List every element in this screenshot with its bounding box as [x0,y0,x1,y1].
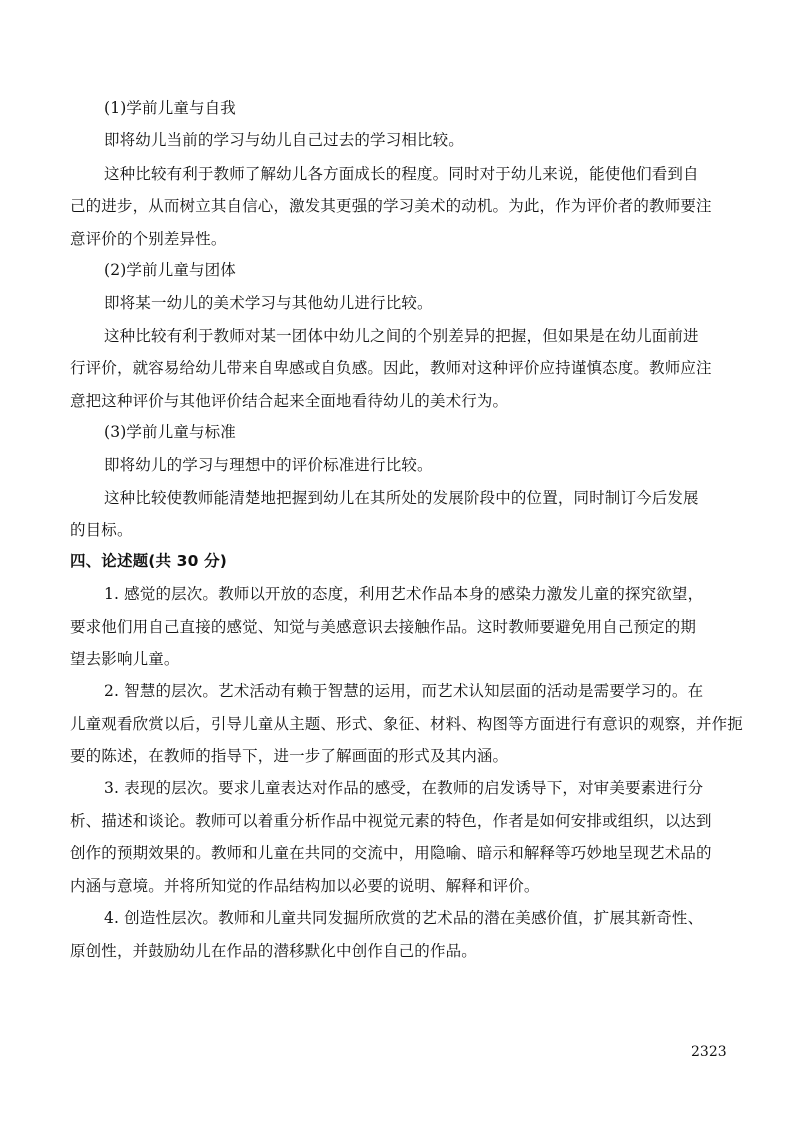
paragraph-line: 即将某一幼儿的美术学习与其他幼儿进行比较。 [104,294,433,312]
paragraph-line: 即将幼儿当前的学习与幼儿自己过去的学习相比较。 [104,131,464,149]
page-number: 2323 [691,1044,727,1060]
subheading-standard: (3)学前儿童与标准 [104,423,236,441]
paragraph-line: 这种比较有利于教师对某一团体中幼儿之间的个别差异的把握，但如果是在幼儿面前进 [104,327,699,345]
paragraph-line: 要求他们用自己直接的感觉、知觉与美感意识去接触作品。这时教师要避免用自己预定的期 [70,618,697,636]
paragraph-line: 这种比较使教师能清楚地把握到幼儿在其所处的发展阶段中的位置，同时制订今后发展 [104,489,699,507]
paragraph-line: 1. 感觉的层次。教师以开放的态度，利用艺术作品本身的感染力激发儿童的探究欲望， [104,585,704,603]
paragraph-line: 内涵与意境。并将所知觉的作品结构加以必要的说明、解释和评价。 [70,877,540,895]
paragraph-line: 4. 创造性层次。教师和儿童共同发掘所欣赏的艺术品的潜在美感价值，扩展其新奇性、 [104,909,704,927]
paragraph-line: 这种比较有利于教师了解幼儿各方面成长的程度。同时对于幼儿来说，能使他们看到自 [104,165,699,183]
paragraph-line: 儿童观看欣赏以后，引导儿童从主题、形式、象征、材料、构图等方面进行有意识的观察，并作扼 [70,715,743,733]
paragraph-line: 创作的预期效果的。教师和儿童在共同的交流中，用隐喻、暗示和解释等巧妙地呈现艺术品的 [70,844,712,862]
subheading-self: (1)学前儿童与自我 [104,99,236,117]
paragraph-line: 的目标。 [70,521,133,539]
paragraph-line: 意把这种评价与其他评价结合起来全面地看待幼儿的美术行为。 [70,392,509,410]
paragraph-line: 要的陈述，在教师的指导下，进一步了解画面的形式及其内涵。 [70,747,509,765]
subheading-group: (2)学前儿童与团体 [104,261,236,279]
section-heading: 四、论述题(共 30 分) [70,552,227,570]
paragraph-line: 2. 智慧的层次。艺术活动有赖于智慧的运用，而艺术认知层面的活动是需要学习的。在 [104,682,704,700]
paragraph-line: 析、描述和谈论。教师可以着重分析作品中视觉元素的特色，作者是如何安排或组织，以达到 [70,812,712,830]
paragraph-line: 行评价，就容易给幼儿带来自卑感或自负感。因此，教师对这种评价应持谨慎态度。教师应注 [70,359,712,377]
paragraph-line: 3. 表现的层次。要求儿童表达对作品的感受，在教师的启发诱导下，对审美要素进行分 [104,779,704,797]
paragraph-line: 意评价的个别差异性。 [70,230,227,248]
paragraph-line: 望去影响儿童。 [70,650,180,668]
paragraph-line: 即将幼儿的学习与理想中的评价标准进行比较。 [104,456,433,474]
paragraph-line: 原创性，并鼓励幼儿在作品的潜移默化中创作自己的作品。 [70,942,477,960]
paragraph-line: 己的进步，从而树立其自信心，激发其更强的学习美术的动机。为此，作为评价者的教师要注 [70,197,712,215]
